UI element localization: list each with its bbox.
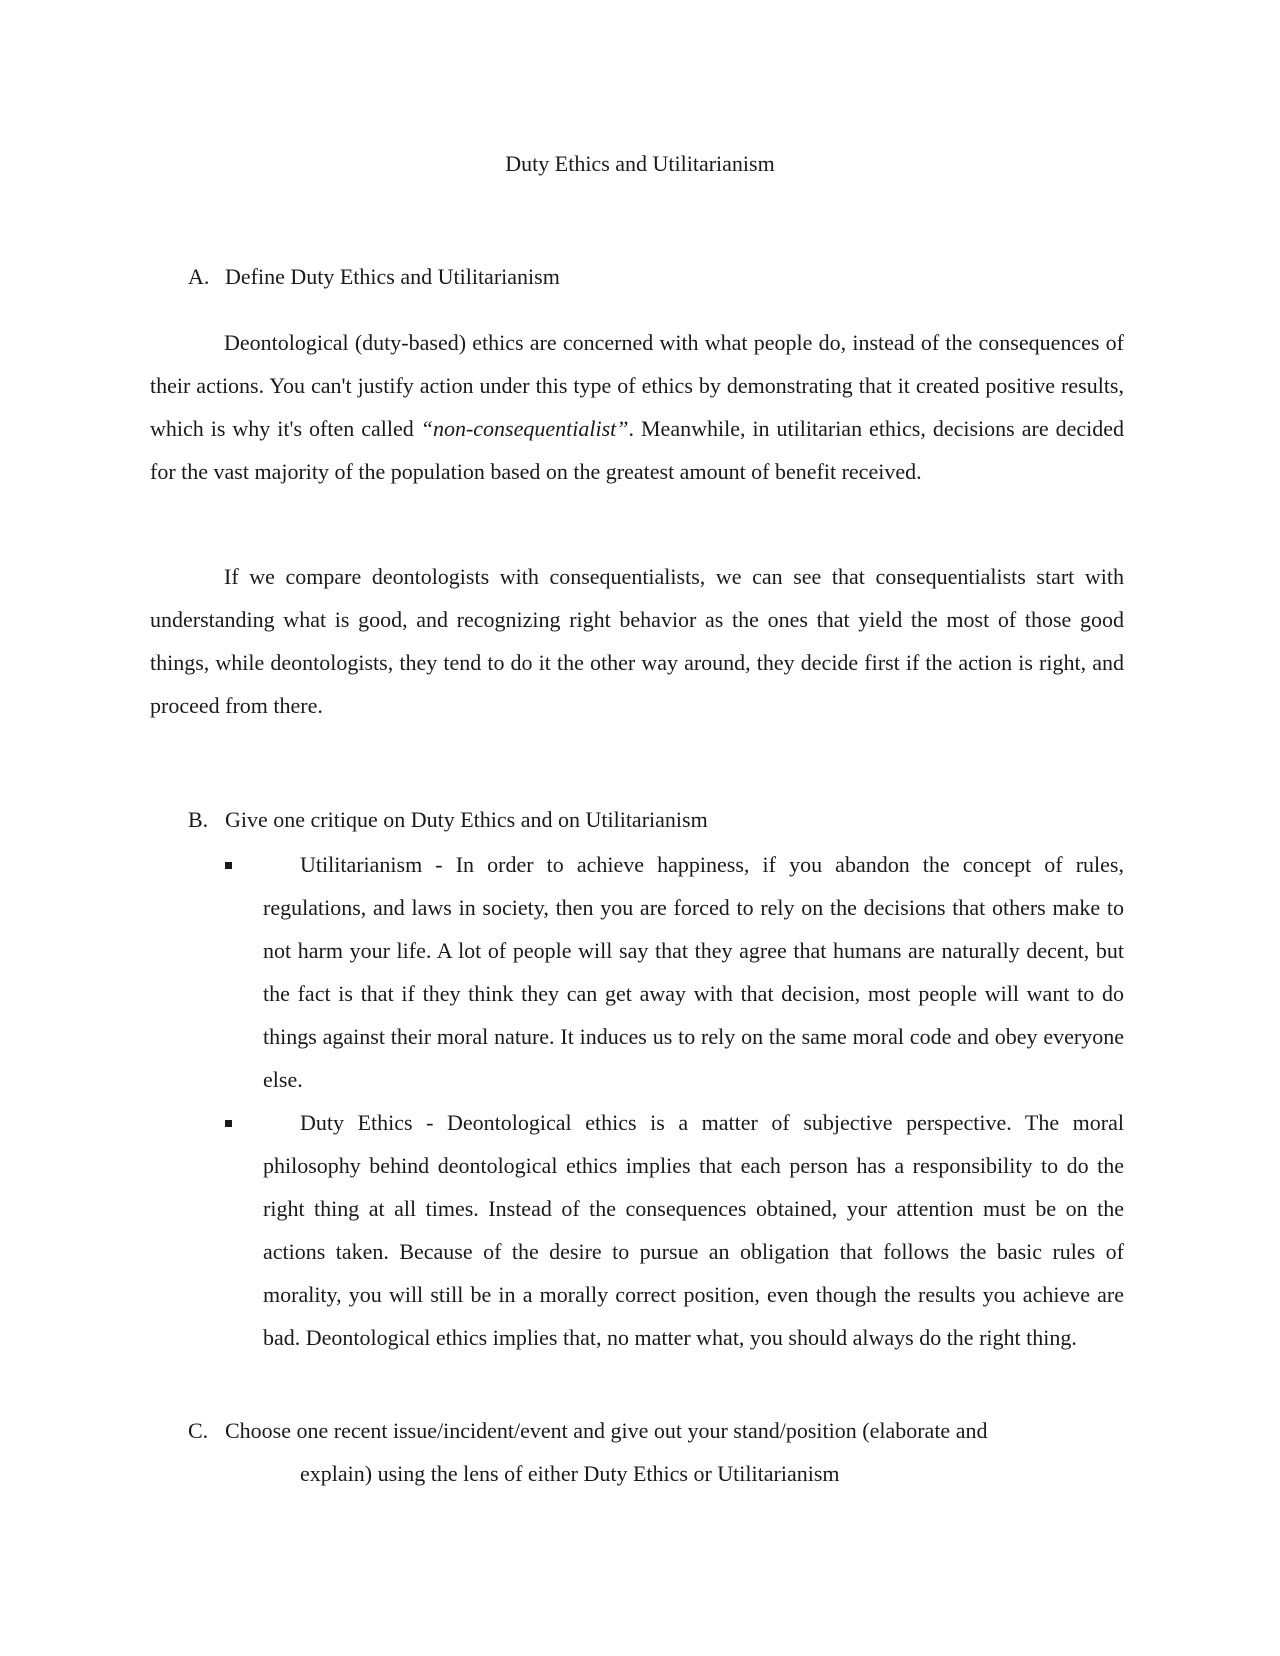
section-c-heading xyxy=(188,1418,987,1444)
section-a-paragraph-1 xyxy=(150,321,1124,493)
section-c-heading-continuation: explain) using the lens of either Duty Ethics or Utilitarianism xyxy=(300,1461,840,1486)
section-a-letter: A. xyxy=(188,264,210,289)
square-bullet-icon xyxy=(225,1120,232,1127)
critique-duty-ethics-text: Duty Ethics - Deontological ethics is a matter of subjective perspective. The moral philosophy behind deontological ethics implies that each person has a responsibility to do the right thing at all times. Instead of the consequences obtained, your attention must be on the actions taken. Because of the desire to pursue an obligation that follows the basic rules of morality, you will still be in a morally correct position, even though the results you achieve are bad. Deontological ethics implies that, no matter what, you should always do the right thing. xyxy=(263,1110,1124,1350)
section-a-heading xyxy=(188,264,560,290)
para1-text-end: . Meanwhile, in utilitarian ethics, decisions are decided for the vast majority of the population based on the greatest amount of benefit received. xyxy=(150,416,1124,484)
critique-utilitarianism xyxy=(263,843,1124,1101)
section-c-heading-text: Choose one recent issue/incident/event and give out your stand/position (elaborate and xyxy=(225,1418,988,1443)
critique-utilitarianism-text: Utilitarianism - In order to achieve happiness, if you abandon the concept of rules, regulations, and laws in society, then you are forced to rely on the decisions that others make to not harm your life. A lot of people will say that they agree that humans are naturally decent, but the fact is that if they think they can get away with that decision, most people will want to do things against their moral nature. It induces us to rely on the same moral code and obey everyone else. xyxy=(263,852,1124,1092)
section-c-letter: C. xyxy=(188,1418,209,1443)
para2-text: If we compare deontologists with consequentialists, we can see that consequentialists start with understanding what is good, and recognizing right behavior as the ones that yield the most of those good things, while deontologists, they tend to do it the other way around, they decide first if the action is right, and proceed from there. xyxy=(150,564,1124,718)
square-bullet-icon xyxy=(225,862,232,869)
section-a-paragraph-2 xyxy=(150,555,1124,727)
document-title: Duty Ethics and Utilitarianism xyxy=(505,151,775,176)
section-b-heading xyxy=(188,807,708,833)
section-b-letter: B. xyxy=(188,807,209,832)
section-b-heading-text: Give one critique on Duty Ethics and on Utilitarianism xyxy=(225,807,708,832)
para1-italic-term: “non-consequentialist” xyxy=(420,416,629,441)
critique-duty-ethics xyxy=(263,1101,1124,1359)
para1-text-start: Deontological (duty-based) ethics are concerned with what people do, instead of the consequences of their actions. You can't justify action under this type of ethics by demonstrating that it created positive results, which is why it's often called xyxy=(150,330,1124,441)
section-a-heading-text: Define Duty Ethics and Utilitarianism xyxy=(225,264,560,289)
